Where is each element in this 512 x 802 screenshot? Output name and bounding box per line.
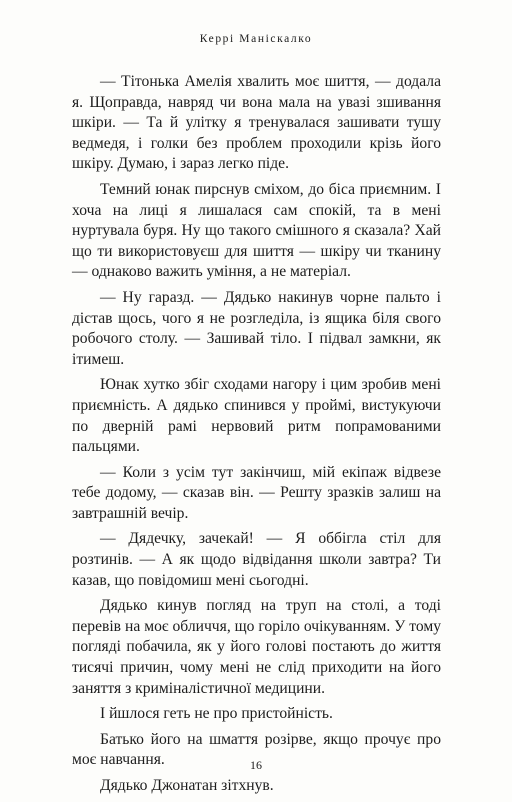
paragraph: — Коли з усім тут закінчиш, мій екіпаж відвезе тебе додому, — сказав він. — Решту зразків залиш на завтрашній вечір. <box>72 463 441 522</box>
paragraph: — Тітонька Амелія хвалить моє шиття, — додала я. Щоправда, навряд чи вона мала на увазі зшивання шкіри. — Та й улітку я тренувалася зашивати тушу ведмедя, і голки без проблем проходили крізь його шкіру. Думаю, і зараз легко піде. <box>72 73 441 173</box>
body-text <box>72 72 441 802</box>
paragraph: Дядько Джонатан зітхнув. <box>100 777 274 794</box>
paragraph: Батько його на шмаття розірве, якщо прочує про моє навчання. <box>72 730 441 769</box>
paragraph: Юнак хутко збіг сходами нагору і цим зробив мені приємність. А дядько спинився у проймі, вистукуючи по дверній рамі нервовий ритм попрамованими пальцями. <box>72 376 441 456</box>
paragraph: Темний юнак пирснув сміхом, до біса приємним. І хоча на лиці я лишалася сам спокій, та в мені нуртувала буря. Ну що такого смішного я сказала? Хай що ти використовуєш для шиття — шкіру чи тканину — однаково важить уміння, а не матеріал. <box>72 180 441 281</box>
running-header-author: Керрі Маніскалко <box>199 33 313 45</box>
paragraph: — Ну гаразд. — Дядько накинув чорне пальто і дістав щось, чого я не розгледіла, із ящика біля свого робочого столу. — Зашивай тіло. І підвал замкни, як ітимеш. <box>72 288 441 368</box>
paragraph: І йшлося геть не про пристойність. <box>100 705 333 723</box>
paragraph: Дядько кинув погляд на труп на столі, а тоді перевів на моє обличчя, що горіло очікуванням. У тому погляді побачила, як у його голові постають до життя тисячі причин, чому мені не слід приходити на його заняття з криміналістичної медицини. <box>72 597 441 697</box>
paragraph: — Дядечку, зачекай! — Я оббігла стіл для розтинів. — А як щодо відвідання школи завтра? Ти казав, що повідомиш мені сьогодні. <box>72 530 441 589</box>
page-number: 16 <box>250 758 262 772</box>
